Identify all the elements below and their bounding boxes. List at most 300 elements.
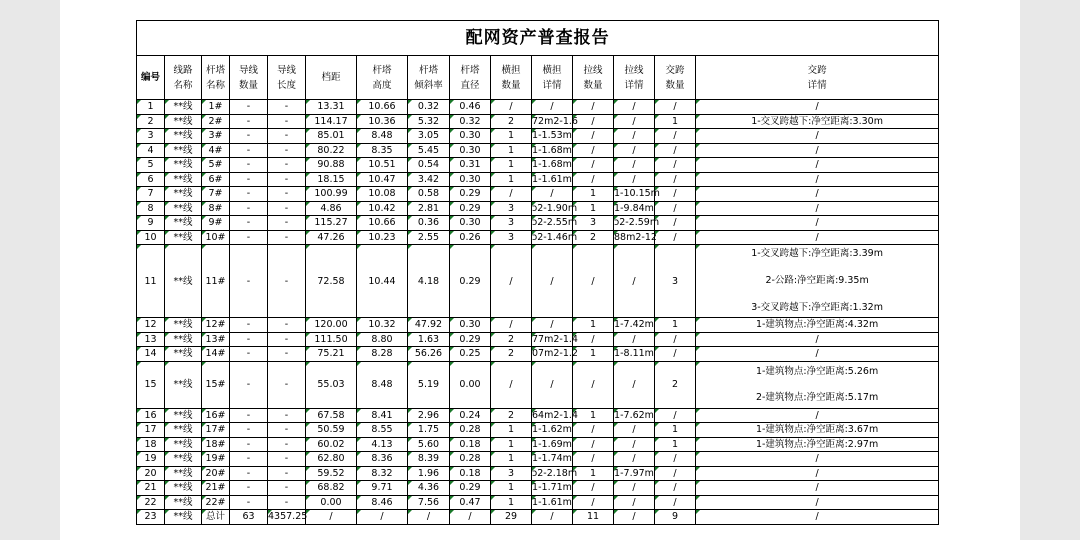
cell-line: **线: [165, 245, 202, 318]
cell-crossarm-detail: 07m2-1.2: [532, 348, 578, 360]
cell-crossarm-count: /: [491, 361, 532, 408]
cell-tower: 11#: [202, 245, 230, 318]
cell-guy-count: 1: [573, 318, 614, 333]
cell-tower: 20#: [202, 466, 230, 481]
cell-crossarm-count: 2: [491, 114, 532, 129]
cell-height: 8.41: [357, 408, 408, 423]
table-row: [137, 158, 939, 173]
cell-height: 10.44: [357, 245, 408, 318]
cell-crossarm-detail: 72m2-1.6: [532, 115, 578, 127]
cell-wire-length: -: [268, 100, 306, 115]
asset-report-table: [136, 20, 939, 525]
header-no: 编号: [137, 56, 165, 100]
cell-crossing-detail: 1-建筑物点:净空距离:2.97m: [696, 437, 939, 452]
cell-guy-count: /: [573, 495, 614, 510]
cell-line: **线: [165, 201, 202, 216]
cell-guy-detail: /: [614, 172, 655, 187]
cell-wire-count: -: [230, 466, 268, 481]
table-row: [137, 201, 939, 216]
cell-span: 75.21: [306, 347, 357, 362]
header-crossing-detail: 交跨 详情: [696, 56, 939, 100]
cell-wire-length: -: [268, 481, 306, 496]
cell-height: 10.66: [357, 216, 408, 231]
cell-line: **线: [165, 466, 202, 481]
cell-span: 120.00: [306, 318, 357, 333]
table-row: [137, 332, 939, 347]
cell-wire-count: -: [230, 245, 268, 318]
cell-crossing-count: /: [655, 201, 696, 216]
cell-diameter: 0.28: [450, 423, 491, 438]
cell-crossarm-count: /: [491, 245, 532, 318]
cell-tower: 12#: [202, 318, 230, 333]
cell-span: /: [306, 510, 357, 525]
cell-guy-count: 1: [573, 187, 614, 202]
cell-no: 7: [137, 187, 165, 202]
cell-tilt: 1.75: [408, 423, 450, 438]
table-row: [137, 437, 939, 452]
table-row: [137, 100, 939, 115]
cell-tilt: 2.55: [408, 230, 450, 245]
cell-guy-count: /: [573, 423, 614, 438]
cell-guy-detail: 1-9.84m: [614, 202, 654, 214]
cell-diameter: 0.29: [450, 332, 491, 347]
cell-line: **线: [165, 510, 202, 525]
cell-crossing-detail: /: [696, 495, 939, 510]
cell-line: **线: [165, 216, 202, 231]
cell-no: 13: [137, 332, 165, 347]
cell-height: 10.23: [357, 230, 408, 245]
cell-span: 72.58: [306, 245, 357, 318]
table-row: [137, 230, 939, 245]
cell-crossarm-count: 1: [491, 481, 532, 496]
cell-crossing-count: /: [655, 452, 696, 467]
cell-tilt: 5.60: [408, 437, 450, 452]
cell-tilt: 2.81: [408, 201, 450, 216]
cell-guy-detail: 1-7.62m: [614, 409, 654, 421]
cell-wire-length: -: [268, 423, 306, 438]
cell-height: 10.36: [357, 114, 408, 129]
cell-guy-detail: 1-7.97m: [614, 467, 654, 479]
cell-tower: 21#: [202, 481, 230, 496]
cell-height: 8.28: [357, 347, 408, 362]
cell-tilt: 1.96: [408, 466, 450, 481]
cell-crossarm-count: 3: [491, 466, 532, 481]
cell-crossarm-count: 1: [491, 143, 532, 158]
cell-crossing-count: /: [655, 172, 696, 187]
table-row: [137, 452, 939, 467]
cell-tower: 1#: [202, 100, 230, 115]
cell-diameter: 0.18: [450, 437, 491, 452]
cell-diameter: 0.30: [450, 143, 491, 158]
cell-height: 8.35: [357, 143, 408, 158]
cell-diameter: 0.30: [450, 172, 491, 187]
cell-diameter: 0.18: [450, 466, 491, 481]
cell-line: **线: [165, 423, 202, 438]
cell-span: 90.88: [306, 158, 357, 173]
cell-diameter: 0.30: [450, 216, 491, 231]
cell-diameter: 0.29: [450, 481, 491, 496]
cell-guy-count: /: [573, 245, 614, 318]
cell-wire-length: -: [268, 187, 306, 202]
cell-crossarm-detail: /: [532, 318, 573, 333]
cell-no: 5: [137, 158, 165, 173]
cell-diameter: /: [450, 510, 491, 525]
cell-no: 11: [137, 245, 165, 318]
crossing-detail-line: 1-建筑物点:净空距离:5.26m: [755, 365, 879, 377]
cell-height: 9.71: [357, 481, 408, 496]
cell-no: 15: [137, 361, 165, 408]
cell-wire-length: -: [268, 495, 306, 510]
cell-crossing-count: /: [655, 129, 696, 144]
cell-wire-count: -: [230, 230, 268, 245]
cell-no: 18: [137, 437, 165, 452]
cell-crossing-detail: /: [696, 100, 939, 115]
cell-wire-count: -: [230, 495, 268, 510]
cell-tower: 总计: [202, 510, 230, 525]
cell-crossarm-count: 2: [491, 347, 532, 362]
cell-span: 67.58: [306, 408, 357, 423]
cell-tower: 17#: [202, 423, 230, 438]
cell-crossing-count: /: [655, 408, 696, 423]
cell-wire-count: -: [230, 347, 268, 362]
cell-height: 8.48: [357, 129, 408, 144]
cell-crossing-count: /: [655, 481, 696, 496]
cell-guy-count: 11: [573, 510, 614, 525]
cell-crossarm-detail: 1-1.68m: [532, 159, 572, 171]
cell-crossarm-detail: 1-1.71m: [532, 482, 572, 494]
cell-tilt: 4.18: [408, 245, 450, 318]
cell-line: **线: [165, 114, 202, 129]
cell-crossing-detail: /: [696, 143, 939, 158]
table-row: [137, 481, 939, 496]
cell-crossing-count: 1: [655, 423, 696, 438]
cell-crossing-detail: 1-建筑物点:净空距离:3.67m: [696, 423, 939, 438]
cell-guy-count: /: [573, 332, 614, 347]
cell-no: 10: [137, 230, 165, 245]
cell-wire-length: -: [268, 347, 306, 362]
cell-no: 22: [137, 495, 165, 510]
cell-crossing-detail: /: [696, 201, 939, 216]
cell-diameter: 0.31: [450, 158, 491, 173]
cell-no: 16: [137, 408, 165, 423]
cell-span: 115.27: [306, 216, 357, 231]
cell-crossing-count: /: [655, 100, 696, 115]
cell-tilt: 0.32: [408, 100, 450, 115]
cell-line: **线: [165, 318, 202, 333]
cell-tilt: 5.32: [408, 114, 450, 129]
cell-wire-count: -: [230, 129, 268, 144]
cell-guy-count: /: [573, 172, 614, 187]
table-row: [137, 510, 939, 525]
cell-wire-count: -: [230, 187, 268, 202]
cell-crossing-count: /: [655, 216, 696, 231]
cell-wire-length: -: [268, 172, 306, 187]
cell-wire-length: -: [268, 216, 306, 231]
cell-tower: 19#: [202, 452, 230, 467]
cell-crossarm-count: 3: [491, 216, 532, 231]
table-row: [137, 361, 939, 408]
cell-guy-detail: ɔ2-2.59m: [614, 217, 660, 229]
cell-wire-count: -: [230, 143, 268, 158]
cell-wire-count: -: [230, 408, 268, 423]
cell-guy-detail: /: [614, 143, 655, 158]
cell-height: /: [357, 510, 408, 525]
cell-crossing-count: 2: [655, 361, 696, 408]
cell-wire-length: -: [268, 114, 306, 129]
cell-crossarm-count: /: [491, 187, 532, 202]
cell-line: **线: [165, 347, 202, 362]
cell-no: 17: [137, 423, 165, 438]
cell-crossing-count: 1: [655, 318, 696, 333]
cell-diameter: 0.29: [450, 201, 491, 216]
cell-crossing-detail: /: [696, 347, 939, 362]
cell-wire-count: -: [230, 100, 268, 115]
cell-diameter: 0.32: [450, 114, 491, 129]
cell-height: 8.36: [357, 452, 408, 467]
cell-wire-count: -: [230, 437, 268, 452]
cell-guy-count: /: [573, 361, 614, 408]
cell-diameter: 0.47: [450, 495, 491, 510]
cell-span: 13.31: [306, 100, 357, 115]
cell-wire-length: -: [268, 466, 306, 481]
cell-guy-detail: /: [614, 114, 655, 129]
cell-guy-count: /: [573, 100, 614, 115]
cell-guy-count: /: [573, 114, 614, 129]
table-row: [137, 318, 939, 333]
cell-span: 80.22: [306, 143, 357, 158]
cell-no: 14: [137, 347, 165, 362]
cell-span: 55.03: [306, 361, 357, 408]
cell-height: 10.66: [357, 100, 408, 115]
cell-crossing-detail: /: [696, 408, 939, 423]
cell-crossarm-count: 2: [491, 408, 532, 423]
cell-crossarm-count: 1: [491, 452, 532, 467]
cell-wire-count: -: [230, 158, 268, 173]
cell-span: 4.86: [306, 201, 357, 216]
cell-tower: 13#: [202, 332, 230, 347]
cell-tilt: 3.05: [408, 129, 450, 144]
cell-crossarm-detail: 1-1.53m: [532, 130, 572, 142]
cell-guy-count: 1: [573, 466, 614, 481]
cell-tilt: 7.56: [408, 495, 450, 510]
cell-guy-detail: /: [614, 245, 655, 318]
cell-crossing-count: 1: [655, 437, 696, 452]
table-row: [137, 466, 939, 481]
cell-tower: 4#: [202, 143, 230, 158]
cell-line: **线: [165, 129, 202, 144]
cell-tilt: 0.36: [408, 216, 450, 231]
cell-height: 4.13: [357, 437, 408, 452]
cell-crossarm-detail: 1-1.68m: [532, 144, 572, 156]
cell-line: **线: [165, 230, 202, 245]
cell-tower: 22#: [202, 495, 230, 510]
cell-line: **线: [165, 187, 202, 202]
table-row: [137, 172, 939, 187]
cell-guy-detail: /: [614, 332, 655, 347]
cell-wire-length: -: [268, 361, 306, 408]
cell-tower: 18#: [202, 437, 230, 452]
cell-guy-detail: /: [614, 361, 655, 408]
cell-crossarm-count: 2: [491, 332, 532, 347]
header-tower-height: 杆塔 高度: [357, 56, 408, 100]
table-row: [137, 495, 939, 510]
cell-wire-length: -: [268, 245, 306, 318]
cell-crossing-count: /: [655, 466, 696, 481]
cell-line: **线: [165, 452, 202, 467]
table-row: [137, 347, 939, 362]
cell-crossarm-detail: 1-1.62m: [532, 424, 572, 436]
cell-tower: 10#: [202, 230, 230, 245]
cell-no: 4: [137, 143, 165, 158]
cell-guy-count: 1: [573, 347, 614, 362]
cell-span: 18.15: [306, 172, 357, 187]
cell-guy-detail: /: [614, 481, 655, 496]
cell-tilt: 0.54: [408, 158, 450, 173]
header-crossarm-count: 横担 数量: [491, 56, 532, 100]
table-row: [137, 114, 939, 129]
cell-crossarm-count: 1: [491, 495, 532, 510]
cell-line: **线: [165, 481, 202, 496]
cell-crossing-detail: /: [696, 230, 939, 245]
cell-diameter: 0.00: [450, 361, 491, 408]
cell-guy-count: /: [573, 437, 614, 452]
cell-crossarm-detail: ɔ2-1.90m: [532, 202, 578, 214]
cell-tower: 3#: [202, 129, 230, 144]
cell-diameter: 0.28: [450, 452, 491, 467]
cell-tilt: 0.58: [408, 187, 450, 202]
cell-diameter: 0.46: [450, 100, 491, 115]
cell-guy-detail: /: [614, 510, 655, 525]
cell-tilt: 3.42: [408, 172, 450, 187]
cell-guy-count: /: [573, 129, 614, 144]
cell-crossarm-count: 1: [491, 423, 532, 438]
cell-no: 21: [137, 481, 165, 496]
cell-guy-count: /: [573, 481, 614, 496]
cell-height: 8.48: [357, 361, 408, 408]
cell-span: 50.59: [306, 423, 357, 438]
cell-line: **线: [165, 495, 202, 510]
cell-height: 8.46: [357, 495, 408, 510]
cell-crossarm-count: 29: [491, 510, 532, 525]
cell-line: **线: [165, 437, 202, 452]
cell-line: **线: [165, 158, 202, 173]
cell-tower: 6#: [202, 172, 230, 187]
cell-guy-count: /: [573, 452, 614, 467]
cell-tower: 9#: [202, 216, 230, 231]
header-tower-tilt: 杆塔 倾斜率: [408, 56, 450, 100]
table-row: [137, 143, 939, 158]
header-crossarm-detail: 横担 详情: [532, 56, 573, 100]
cell-crossarm-count: /: [491, 100, 532, 115]
cell-diameter: 0.30: [450, 318, 491, 333]
cell-guy-detail: 1-10.15m: [614, 188, 660, 200]
cell-wire-count: -: [230, 452, 268, 467]
cell-diameter: 0.26: [450, 230, 491, 245]
header-span: 档距: [306, 56, 357, 100]
header-line: 线路 名称: [165, 56, 202, 100]
cell-crossing-count: /: [655, 332, 696, 347]
header-crossing-count: 交跨 数量: [655, 56, 696, 100]
cell-tower: 8#: [202, 201, 230, 216]
cell-no: 8: [137, 201, 165, 216]
header-wire-length: 导线 长度: [268, 56, 306, 100]
cell-guy-count: 2: [573, 230, 614, 245]
cell-no: 12: [137, 318, 165, 333]
cell-crossing-detail: [696, 245, 939, 318]
cell-crossing-count: 1: [655, 114, 696, 129]
table-row: [137, 408, 939, 423]
cell-wire-count: -: [230, 361, 268, 408]
cell-crossing-count: /: [655, 230, 696, 245]
cell-height: 10.51: [357, 158, 408, 173]
cell-guy-detail: 1-7.42m: [614, 319, 654, 331]
cell-span: 59.52: [306, 466, 357, 481]
cell-line: **线: [165, 408, 202, 423]
cell-wire-count: -: [230, 114, 268, 129]
cell-crossing-count: /: [655, 495, 696, 510]
table-row: [137, 245, 939, 318]
cell-tilt: 8.39: [408, 452, 450, 467]
cell-wire-length: -: [268, 437, 306, 452]
cell-wire-count: -: [230, 172, 268, 187]
cell-crossing-count: /: [655, 347, 696, 362]
cell-crossing-count: /: [655, 187, 696, 202]
cell-tower: 7#: [202, 187, 230, 202]
cell-wire-length: -: [268, 332, 306, 347]
cell-diameter: 0.24: [450, 408, 491, 423]
cell-guy-detail: /: [614, 129, 655, 144]
cell-span: 0.00: [306, 495, 357, 510]
cell-crossing-detail: /: [696, 172, 939, 187]
cell-guy-detail: /: [614, 100, 655, 115]
cell-crossing-detail: 1-交叉跨越下:净空距离:3.30m: [696, 114, 939, 129]
cell-guy-detail: 1-8.11m: [614, 348, 654, 360]
table-row: [137, 187, 939, 202]
cell-wire-count: -: [230, 332, 268, 347]
cell-crossarm-detail: ɔ2-2.18m: [532, 467, 578, 479]
cell-crossing-detail: /: [696, 510, 939, 525]
cell-crossarm-detail: /: [532, 361, 573, 408]
cell-guy-count: /: [573, 158, 614, 173]
cell-guy-detail: /: [614, 423, 655, 438]
cell-crossing-detail: /: [696, 481, 939, 496]
cell-tilt: 47.92: [408, 318, 450, 333]
cell-no: 9: [137, 216, 165, 231]
cell-diameter: 0.25: [450, 347, 491, 362]
cell-crossing-count: /: [655, 143, 696, 158]
cell-crossarm-detail: /: [532, 510, 573, 525]
cell-wire-count: -: [230, 216, 268, 231]
cell-guy-count: 1: [573, 201, 614, 216]
cell-crossing-count: 3: [655, 245, 696, 318]
cell-wire-length: -: [268, 201, 306, 216]
cell-no: 19: [137, 452, 165, 467]
cell-crossing-detail: 1-建筑物点:净空距离:4.32m: [696, 318, 939, 333]
cell-wire-count: -: [230, 481, 268, 496]
cell-line: **线: [165, 332, 202, 347]
cell-crossing-detail: [696, 361, 939, 408]
cell-crossing-detail: /: [696, 158, 939, 173]
cell-tilt: 4.36: [408, 481, 450, 496]
cell-tilt: 56.26: [408, 347, 450, 362]
cell-no: 2: [137, 114, 165, 129]
cell-span: 62.80: [306, 452, 357, 467]
cell-crossing-detail: /: [696, 187, 939, 202]
crossing-detail-line: 1-交叉跨越下:净空距离:3.39m: [751, 248, 883, 259]
cell-diameter: 0.30: [450, 129, 491, 144]
cell-wire-count: -: [230, 201, 268, 216]
cell-wire-length: -: [268, 143, 306, 158]
